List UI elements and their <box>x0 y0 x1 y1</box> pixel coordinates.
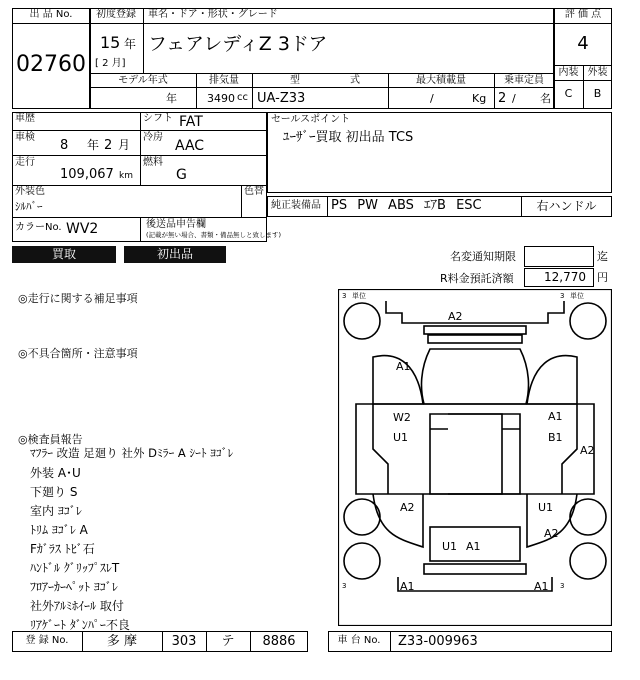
corner-tl: 3 <box>342 292 347 300</box>
sales-point-label: セールスポイント <box>271 114 351 125</box>
name-change-field <box>524 246 594 267</box>
chassis-label: 車 台 No. <box>337 635 381 646</box>
corner-tr: 3 <box>560 292 565 300</box>
steering: 右ハンドル <box>536 199 597 213</box>
lot-label: 出 品 No. <box>29 9 73 20</box>
equipment-label: 純正装備品 <box>271 200 321 211</box>
mark-front-bumper: A2 <box>448 310 463 323</box>
first-reg-year: 15 <box>100 33 121 52</box>
max-load-unit: Kg <box>472 92 487 105</box>
wheel-rear-right-low <box>570 543 606 579</box>
inspector-line: 外装 A･U <box>30 466 81 480</box>
max-load-label: 最大積載量 <box>416 75 466 86</box>
reg-area: 多 摩 <box>106 634 138 649</box>
shift: FAT <box>179 114 203 130</box>
shaken-year: 8 <box>60 138 69 153</box>
mark-hood-left: A1 <box>396 360 411 373</box>
mark-right-rear: U1 <box>538 501 554 514</box>
name-change-unit: 迄 <box>597 250 608 263</box>
inspector-line: 室内 ﾖｺﾞﾚ <box>30 504 82 518</box>
capacity: 2 <box>498 91 507 106</box>
mark-rear-gate-1: U1 <box>442 540 458 553</box>
reg-label: 登 録 No. <box>25 635 69 646</box>
model-year-unit: 年 <box>166 92 177 105</box>
color-no-label: カラーNo. <box>15 222 62 233</box>
history-label: 車歴 <box>15 113 35 124</box>
shaken-label: 車検 <box>15 132 35 143</box>
rear-lamp-bar <box>424 564 526 574</box>
right-front-fender <box>527 356 577 404</box>
front-grille <box>428 335 522 343</box>
lot-number: 02760 <box>16 52 86 77</box>
mark-left-rear: A2 <box>400 501 415 514</box>
exterior-label: 外装 <box>587 67 608 78</box>
corner-unit-r: 単位 <box>570 292 584 300</box>
buy-badge: 買取 <box>12 246 116 263</box>
left-rear-quarter <box>373 494 423 547</box>
corner-bl: 3 <box>342 582 347 590</box>
interior-label: 内装 <box>558 67 579 78</box>
chassis-number: Z33-009963 <box>398 634 478 649</box>
inspector-line: 社外ｱﾙﾐﾎｲｰﾙ 取付 <box>30 599 124 613</box>
sales-point: ﾕｰｻﾞｰ買取 初出品 TCS <box>283 130 414 145</box>
mark-right-rear-2: A2 <box>544 527 559 540</box>
color-change-label: 色替 <box>244 186 264 197</box>
mark-rear-gate-2: A1 <box>466 540 481 553</box>
mileage-label: 走行 <box>15 157 35 168</box>
inspector-report-title: ◎検査員報告 <box>18 433 83 446</box>
corner-br: 3 <box>560 582 565 590</box>
car-name-label: 車名・ドア・形状・グレード <box>148 9 278 20</box>
inspector-line: ﾊﾝﾄﾞﾙ ｸﾞﾘｯﾌﾟｽﾚT <box>30 561 120 575</box>
capacity-unit: 名 <box>540 92 551 105</box>
mileage-unit: km <box>119 171 133 181</box>
rating-label: 評 価 点 <box>564 9 602 20</box>
rating-value: 4 <box>577 33 589 54</box>
recycle-label: R料金預託済額 <box>440 272 514 285</box>
capacity-sep: / <box>512 92 516 105</box>
inspector-report-lines <box>30 448 233 638</box>
interior-grade: C <box>564 87 573 100</box>
ac: AAC <box>175 138 205 154</box>
roof-inner <box>448 414 502 494</box>
inspector-line: ﾘｱｹﾞｰﾄ ﾀﾞﾝﾊﾟｰ不良 <box>30 618 130 632</box>
reg-class: 303 <box>171 634 197 649</box>
after-report-label: 後送品申告欄 <box>146 219 206 230</box>
exterior-grade: B <box>593 87 602 100</box>
inspector-line: 下廻り S <box>30 485 78 499</box>
model-year-label: モデル年式 <box>118 75 168 86</box>
first-reg-month: [ 2 月] <box>95 58 126 69</box>
capacity-label: 乗車定員 <box>504 75 544 86</box>
ext-color-label: 外装色 <box>15 186 45 197</box>
mark-right-front-door: A1 <box>548 410 563 423</box>
recycle-unit: 円 <box>597 271 608 284</box>
front-bumper-bar <box>424 326 526 334</box>
shaken-month: 2 <box>104 138 113 153</box>
left-door-line <box>373 404 388 494</box>
mileage: 109,067 <box>60 167 114 182</box>
inspector-line: ﾄﾘﾑ ﾖｺﾞﾚ A <box>30 523 88 537</box>
wheel-rear-left-low <box>344 543 380 579</box>
roof <box>430 414 520 494</box>
model-label-2: 式 <box>350 75 360 86</box>
rear-bumper-outline <box>398 577 552 591</box>
first-reg-year-unit: 年 <box>124 37 137 51</box>
recycle-amount: 12,770 <box>544 270 586 284</box>
shaken-month-unit: 月 <box>118 138 131 152</box>
displacement-label: 排気量 <box>209 75 239 86</box>
displacement-unit: cc <box>237 92 248 103</box>
mark-right-fender: A2 <box>580 444 595 457</box>
reg-number: 8886 <box>262 634 296 649</box>
mark-left-front-door: W2 <box>393 411 411 424</box>
equipment: PS PW ABS ｴｱB ESC <box>331 198 482 213</box>
hood <box>422 349 529 404</box>
fuel-label: 燃料 <box>143 157 163 168</box>
inspector-line: ﾏﾌﾗｰ 改造 足廻り 社外 Dﾐﾗｰ A ｼｰﾄ ﾖｺﾞﾚ <box>30 446 234 460</box>
name-change-label: 名変通知期限 <box>450 250 516 263</box>
mark-left-front-door-2: U1 <box>393 431 409 444</box>
wheel-front-right <box>570 303 606 339</box>
displacement: 3490 <box>207 92 235 105</box>
front-bumper-outline <box>386 301 564 323</box>
mark-right-front-door-2: B1 <box>548 431 563 444</box>
car-damage-diagram <box>338 289 612 626</box>
model-code: UA-Z33 <box>257 91 306 106</box>
wheel-front-left <box>344 303 380 339</box>
defect-notes-title: ◎不具合箇所・注意事項 <box>18 347 138 360</box>
shaken-year-unit: 年 <box>87 138 100 152</box>
right-door-line <box>562 404 577 494</box>
max-load-sep: / <box>430 92 434 105</box>
inspector-line: ﾌﾛｱｰｶｰﾍﾟｯﾄ ﾖｺﾞﾚ <box>30 580 118 594</box>
running-notes-title: ◎走行に関する補足事項 <box>18 292 138 305</box>
mark-rear-bumper-l: A1 <box>400 580 415 593</box>
ext-color: ｼﾙﾊﾞｰ <box>15 200 43 213</box>
reg-kana: テ <box>221 634 235 649</box>
inspector-line: Fｶﾞﾗｽ ﾄﾋﾞ石 <box>30 542 95 556</box>
shift-label: シフト <box>143 113 173 124</box>
fuel: G <box>176 167 187 183</box>
corner-unit-l: 単位 <box>352 292 366 300</box>
mark-rear-bumper-r: A1 <box>534 580 549 593</box>
color-no: WV2 <box>66 221 99 237</box>
first-reg-label: 初度登録 <box>96 9 136 20</box>
first-listing-badge: 初出品 <box>124 246 226 263</box>
car-name: フェアレディZ 3ドア <box>148 33 328 55</box>
after-report-note: (記載が無い場合、書類・備品無しと致します) <box>146 231 282 239</box>
diagram-frame <box>339 290 612 626</box>
model-label: 型 <box>290 75 300 86</box>
ac-label: 冷房 <box>143 132 163 143</box>
